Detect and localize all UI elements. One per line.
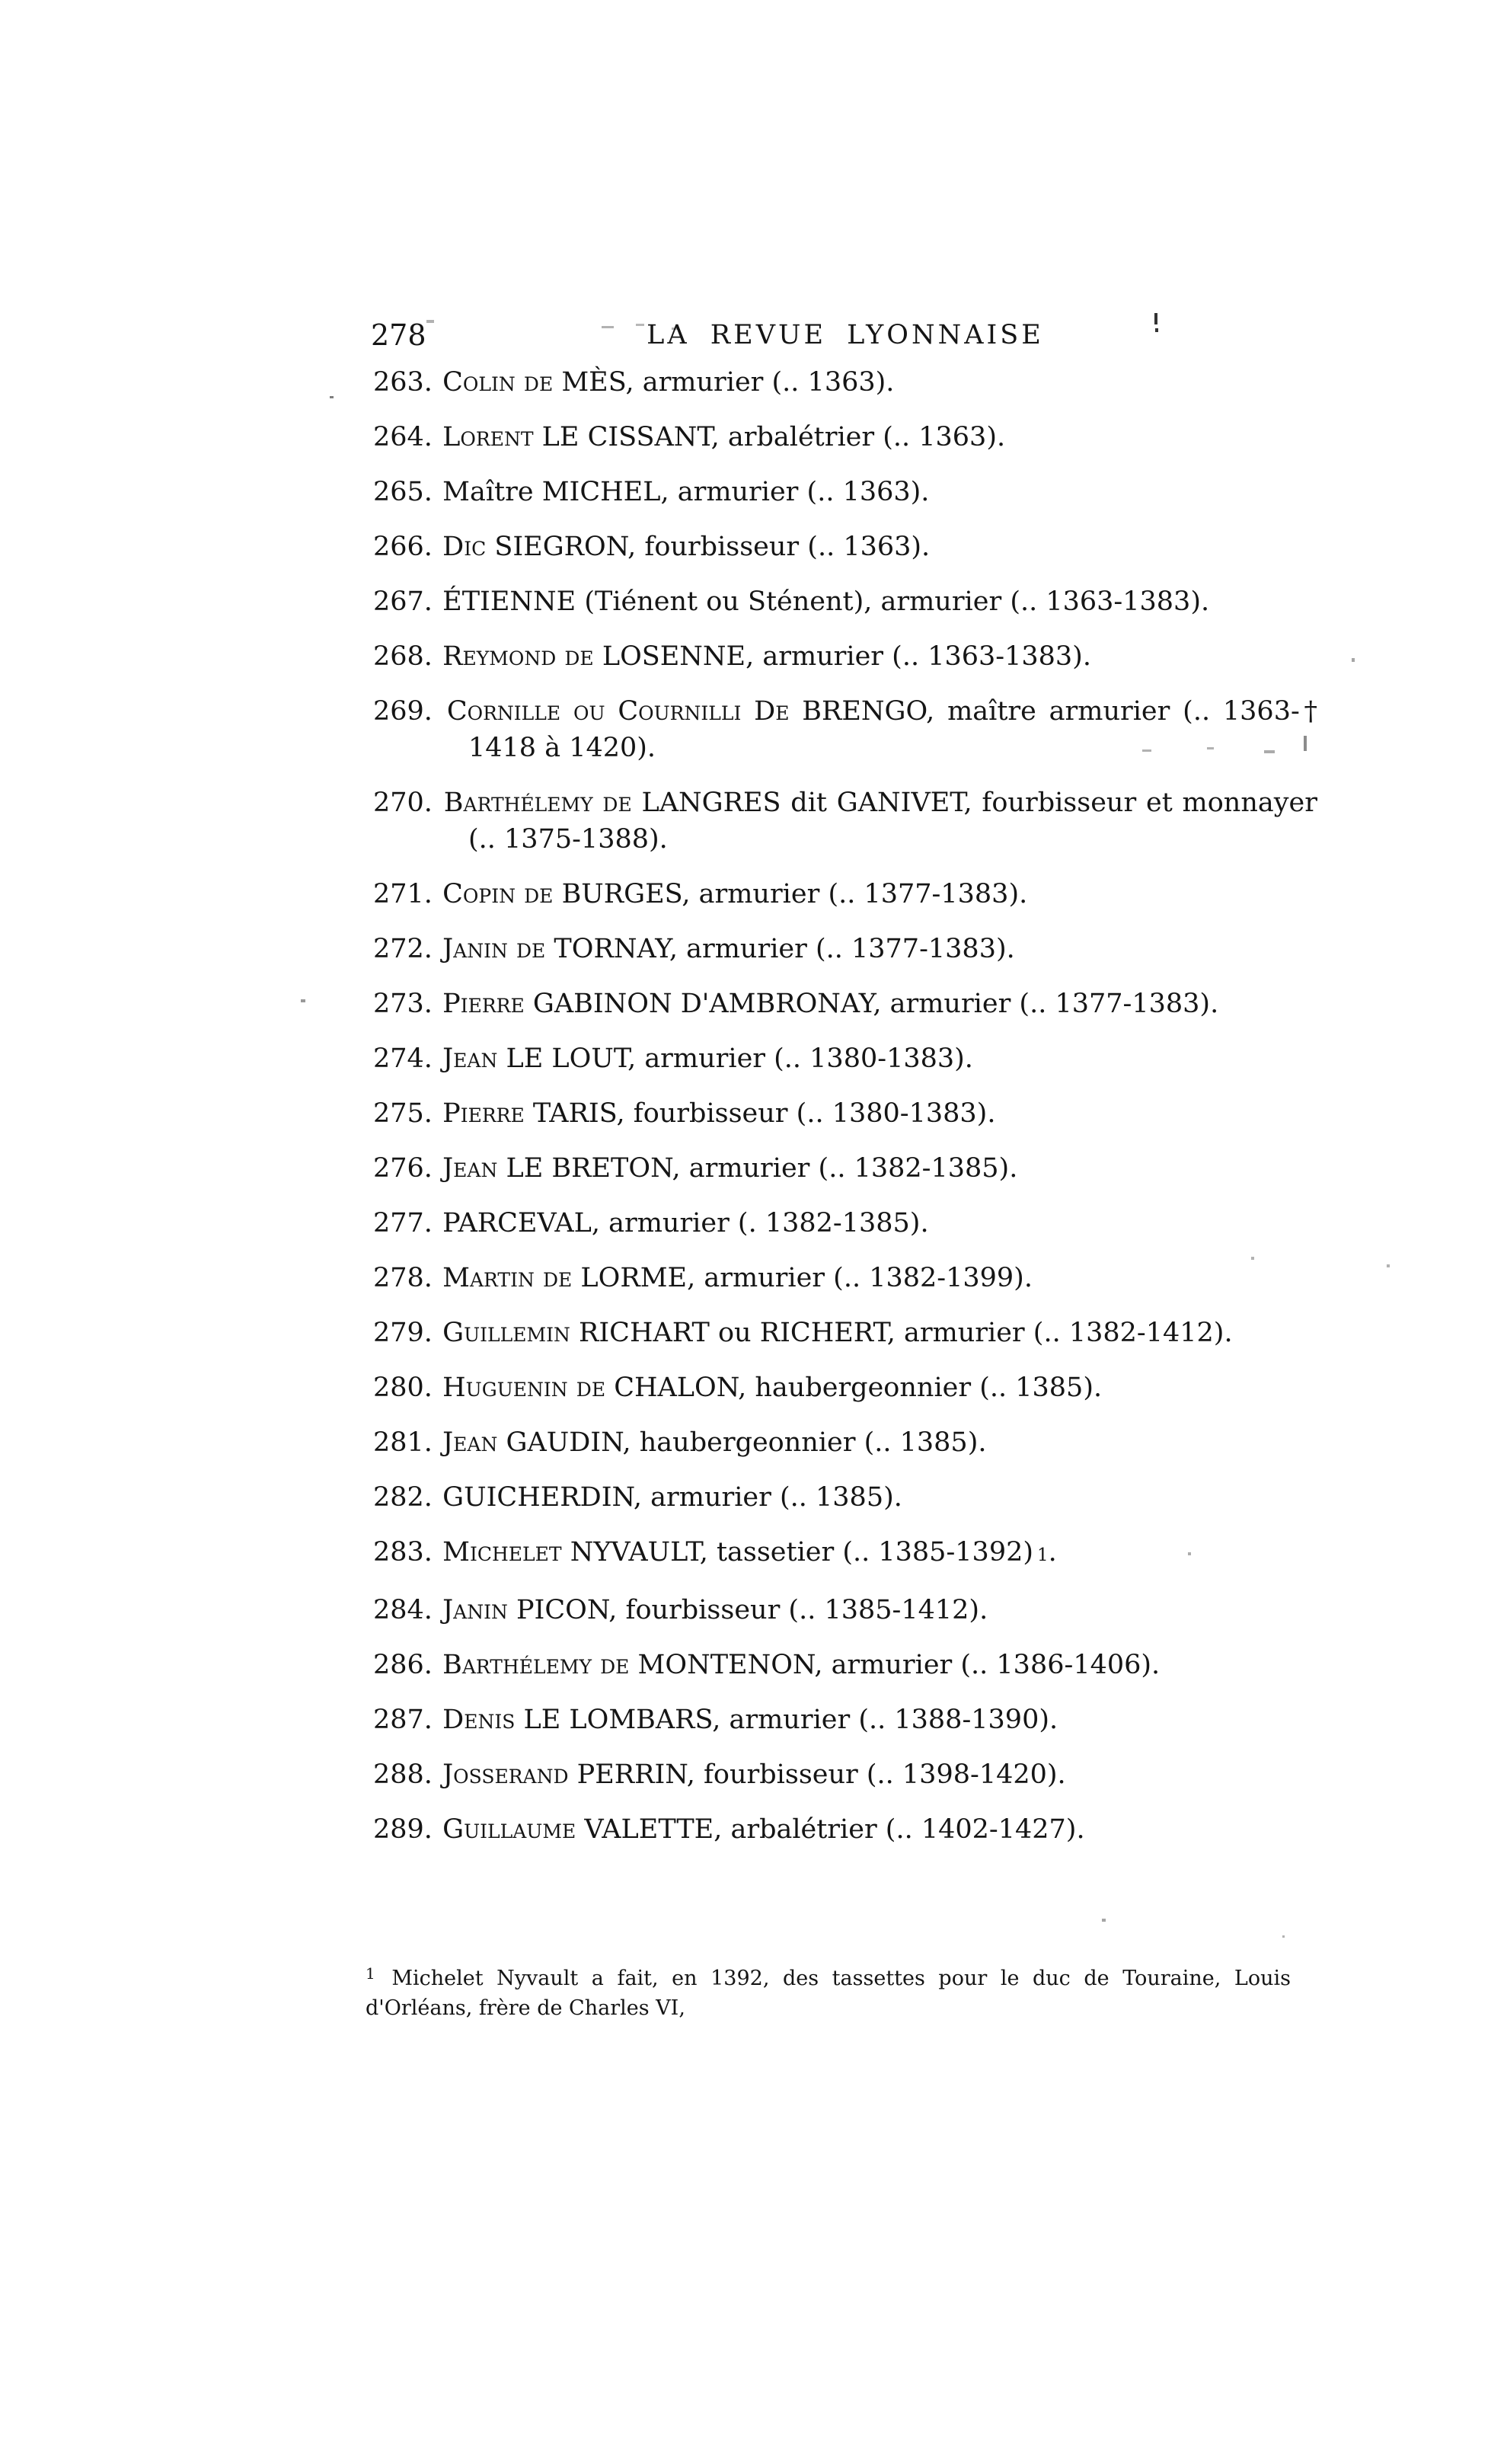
entry-name: Jean (442, 1043, 498, 1074)
entry-name: Janin (442, 1595, 508, 1625)
entry-surname: LE CISSANT (541, 422, 711, 452)
entry-name: Janin de (442, 934, 546, 964)
entry-surname: TORNAY (554, 934, 669, 964)
scan-artifact (672, 328, 678, 330)
entries-list (373, 364, 1317, 1866)
scan-artifact (301, 999, 305, 1002)
entry-surname: CHALON (614, 1373, 739, 1403)
entry-name: Martin de (442, 1263, 573, 1293)
entry-details: , haubergeonnier (.. 1385). (622, 1427, 987, 1458)
footnote (366, 1959, 1291, 2023)
scan-artifact (1282, 1935, 1285, 1938)
entry-number: 267. (373, 586, 433, 617)
entry-surname: RICHART (579, 1318, 710, 1348)
entry-details: , armurier (.. 1382-1412). (886, 1318, 1233, 1348)
entry-details: (Tiénent ou Sténent), armurier (.. 1363-1383). (576, 586, 1210, 617)
entry-details: , armurier (.. 1386-1406). (814, 1650, 1161, 1680)
entry-number: 269. (373, 696, 433, 727)
list-item (373, 876, 1317, 912)
scan-artifact (1102, 1919, 1106, 1922)
entry-details: , armurier (.. 1363-1383). (746, 641, 1091, 672)
entry-surname: BURGES (561, 879, 682, 909)
entry-surname: SIEGRON (494, 532, 628, 562)
list-item (373, 693, 1317, 766)
entry-surname: RICHERT (759, 1318, 887, 1348)
entry-details: , armurier (. 1382-1385). (591, 1208, 929, 1238)
entry-number: 284. (373, 1595, 433, 1625)
entry-name: Guillaume (442, 1814, 576, 1845)
entry-surname: MONTENON (637, 1650, 815, 1680)
entry-title: Maître (442, 477, 534, 507)
entry-continuation: 1418 à 1420). (468, 733, 656, 763)
entry-surname: MICHEL (541, 477, 661, 507)
list-item (373, 1592, 1317, 1628)
entry-details: , arbalétrier (.. 1363). (710, 422, 1006, 452)
entry-number: 281. (373, 1427, 433, 1458)
entry-name: Denis (442, 1705, 516, 1735)
entry-details: , armurier (.. 1377-1383). (669, 934, 1015, 964)
scan-artifact (1387, 1264, 1390, 1267)
list-item (373, 1756, 1317, 1793)
entry-number: 264. (373, 422, 433, 452)
entry-details: , haubergeonnier (.. 1385). (738, 1373, 1103, 1403)
scan-artifact (1155, 328, 1158, 332)
list-item (373, 785, 1317, 858)
entry-details: , maître armurier (.. 1363-† (926, 696, 1317, 727)
entry-details: , tassetier (.. 1385-1392) (699, 1537, 1034, 1568)
entry-name: Pierre (442, 989, 525, 1019)
entry-number: 279. (373, 1318, 433, 1348)
entry-connector: ou (717, 1318, 752, 1348)
entry-number: 282. (373, 1482, 433, 1513)
entry-details: , armurier (.. 1382-1385). (672, 1153, 1018, 1184)
entry-details: , armurier (.. 1385). (633, 1482, 902, 1513)
entry-continuation: (.. 1375-1388). (468, 824, 668, 855)
entry-number: 288. (373, 1759, 433, 1790)
entry-number: 265. (373, 477, 433, 507)
entry-details: , fourbisseur (.. 1398-1420). (686, 1759, 1066, 1790)
entry-details: , armurier (.. 1388-1390). (712, 1705, 1058, 1735)
entry-details: , armurier (.. 1382-1399). (687, 1263, 1033, 1293)
list-item (373, 1095, 1317, 1132)
entry-name: Guillemin (442, 1318, 570, 1348)
scan-artifact (1264, 750, 1275, 753)
scan-artifact (1154, 313, 1157, 324)
scan-artifact (1352, 658, 1355, 662)
entry-name: Pierre (442, 1098, 525, 1129)
list-item (373, 1479, 1317, 1516)
footnote-text-line-2: d'Orléans, frère de Charles VI, (366, 1996, 685, 2020)
entry-number: 270. (373, 788, 433, 818)
entry-number: 286. (373, 1650, 433, 1680)
entry-number: 277. (373, 1208, 433, 1238)
entry-connector: dit (790, 788, 827, 818)
entry-name: Huguenin de (442, 1373, 606, 1403)
entry-surname: GABINON D'AMBRONAY (532, 989, 873, 1019)
entry-number: 268. (373, 641, 433, 672)
entry-surname: BRENGO (802, 696, 927, 727)
list-item (373, 1534, 1317, 1574)
entry-number: 271. (373, 879, 433, 909)
entry-number: 263. (373, 367, 433, 398)
entry-surname: LOSENNE (602, 641, 746, 672)
list-item (373, 986, 1317, 1022)
entry-number: 287. (373, 1705, 433, 1735)
entry-surname: LE BRETON (506, 1153, 672, 1184)
entry-number: 278. (373, 1263, 433, 1293)
entry-details: , armurier (.. 1363). (625, 367, 895, 398)
entry-number: 275. (373, 1098, 433, 1129)
entry-details: , fourbisseur (.. 1380-1383). (616, 1098, 996, 1129)
entry-name: Jean (442, 1153, 498, 1184)
scan-artifact (330, 396, 334, 398)
entry-name: Dic (442, 532, 487, 562)
entry-surname: PERRIN (576, 1759, 687, 1790)
entry-surname: NYVAULT (570, 1537, 700, 1568)
entry-number: 283. (373, 1537, 433, 1568)
entry-name: Josserand (442, 1759, 569, 1790)
entry-details: , fourbisseur (.. 1385-1412). (608, 1595, 988, 1625)
entry-number: 266. (373, 532, 433, 562)
entry-surname: MÈS (561, 367, 626, 398)
entry-name: Cornille ou Cournilli De (446, 696, 790, 727)
list-item (373, 1150, 1317, 1187)
scan-artifact (1188, 1552, 1191, 1555)
list-item (373, 583, 1317, 620)
entry-number: 272. (373, 934, 433, 964)
entry-details: , armurier (.. 1363). (660, 477, 930, 507)
entry-surname: TARIS (532, 1098, 617, 1129)
scan-artifact (1251, 1257, 1254, 1260)
entry-number: 273. (373, 989, 433, 1019)
entry-surname: GAUDIN (506, 1427, 623, 1458)
list-item (373, 1260, 1317, 1296)
list-item (373, 419, 1317, 455)
scan-artifact (1207, 747, 1214, 749)
scan-artifact (426, 320, 434, 323)
entry-surname: LANGRES (641, 788, 781, 818)
entry-details: , fourbisseur (.. 1363). (627, 532, 931, 562)
entry-name: Jean (442, 1427, 498, 1458)
entry-name: Reymond de (442, 641, 594, 672)
entry-name: Copin de (442, 879, 554, 909)
list-item (373, 1702, 1317, 1738)
scan-artifact (1142, 749, 1151, 752)
list-item (373, 1811, 1317, 1848)
entry-details: , armurier (.. 1380-1383). (627, 1043, 973, 1074)
list-item (373, 1315, 1317, 1351)
entry-surname: LE LOUT (506, 1043, 628, 1074)
page-number: 278 (371, 318, 426, 352)
list-item (373, 529, 1317, 565)
entry-name: Barthélemy de (443, 788, 632, 818)
scan-artifact (636, 324, 644, 326)
list-item (373, 474, 1317, 510)
entry-details: , arbalétrier (.. 1402-1427). (714, 1814, 1085, 1845)
entry-number: 280. (373, 1373, 433, 1403)
entry-details: , fourbisseur et monnayer (963, 788, 1317, 818)
footnote-reference: 1 (1037, 1545, 1049, 1565)
entry-surname: GUICHERDIN (442, 1482, 634, 1513)
page-header-title: LA REVUE LYONNAISE (647, 320, 1044, 350)
entry-surname: LE LOMBARS (523, 1705, 713, 1735)
entry-details: , armurier (.. 1377-1383). (873, 989, 1219, 1019)
list-item (373, 1369, 1317, 1406)
entry-surname: ÉTIENNE (442, 586, 576, 617)
scan-artifact (1304, 736, 1307, 751)
entry-surname: VALETTE (584, 1814, 714, 1845)
entry-name: Barthélemy de (442, 1650, 630, 1680)
list-item (373, 1205, 1317, 1242)
entry-name: Michelet (442, 1537, 562, 1568)
entry-number: 289. (373, 1814, 433, 1845)
list-item (373, 364, 1317, 401)
list-item (373, 638, 1317, 675)
list-item (373, 931, 1317, 967)
entry-name: Lorent (442, 422, 534, 452)
entry-number: 276. (373, 1153, 433, 1184)
footnote-text-line-1: Michelet Nyvault a fait, en 1392, des tassettes pour le duc de Touraine, Louis (391, 1967, 1291, 1990)
list-item (373, 1424, 1317, 1461)
entry-details: . (1048, 1537, 1057, 1568)
entry-details: , armurier (.. 1377-1383). (682, 879, 1028, 909)
list-item (373, 1647, 1317, 1683)
scan-artifact (602, 326, 614, 328)
entry-surname: PICON (516, 1595, 609, 1625)
entry-number: 274. (373, 1043, 433, 1074)
footnote-marker: 1 (366, 1964, 375, 1983)
entry-surname: LORME (580, 1263, 688, 1293)
list-item (373, 1040, 1317, 1077)
entry-surname: GANIVET (836, 788, 964, 818)
entry-name: Colin de (442, 367, 554, 398)
entry-surname: PARCEVAL (442, 1208, 592, 1238)
